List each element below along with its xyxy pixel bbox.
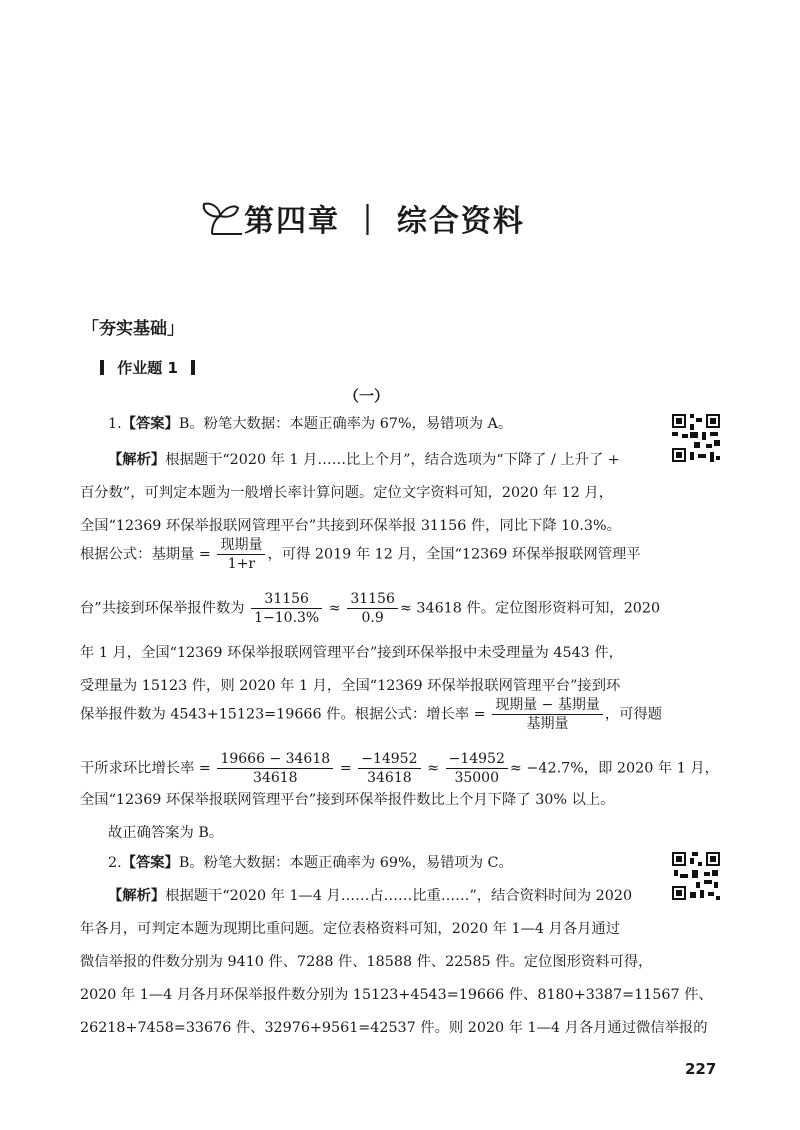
- formula-growth-rate: [492, 696, 603, 733]
- frac-31156-over-09: [347, 590, 398, 627]
- frac-denominator: 基期量: [526, 716, 569, 732]
- q1-analysis-tag: 【解析】: [108, 452, 166, 468]
- q1-analysis-line-1: [108, 450, 640, 470]
- sprout-icon: [198, 196, 244, 240]
- title-bar-right: [191, 360, 195, 375]
- q1-analysis-line-10: 全国“12369 环保举报联网管理平台”接到环保举报件数比上个月下降了 30% 以上。: [80, 792, 615, 808]
- q1-analysis-line-9: [80, 750, 719, 787]
- q1-l8-start: 保举报件数为 4543+15123=19666 件。根据公式：增长率 =: [80, 706, 486, 723]
- q1-answer-text: B。粉笔大数据：本题正确率为 67%，易错项为 A。: [178, 416, 513, 432]
- q1-analysis-line-7: 受理量为 15123 件，则 2020 年 1 月，全国“12369 环保举报联网管理平台”接到环: [80, 678, 621, 694]
- approx-sign: ≈: [328, 600, 341, 617]
- q1-l5-start: 台”共接到环保举报件数为: [80, 600, 245, 617]
- q2-analysis-line-5: 26218+7458=33676 件、32976+9561=42537 件。则 2020 年 1—4 月各月通过微信举报的: [80, 1020, 708, 1036]
- frac-denominator: 35000: [454, 770, 499, 786]
- homework-title: [100, 357, 195, 378]
- q1-analysis-line-6: 年 1 月，全国“12369 环保举报联网管理平台”接到环保举报中未受理量为 4543 件，: [80, 645, 623, 661]
- approx-sign: ≈: [427, 760, 440, 777]
- frac-diff-over-base: [358, 750, 420, 787]
- chapter-title: 第四章 ｜ 综合资料: [244, 204, 525, 239]
- frac-numerator: −14952: [446, 750, 508, 769]
- frac-diff-over-35000: [446, 750, 508, 787]
- frac-numerator: 现期量 − 基期量: [492, 696, 603, 715]
- frac-denominator: 34618: [253, 770, 298, 786]
- q1-l4-start: 根据公式：基期量 =: [80, 546, 211, 563]
- q1-analysis-text-1: 根据题干“2020 年 1 月……比上个月”，结合选项为“下降了 / 上升了 +: [165, 452, 620, 468]
- section-title: 「夯实基础」: [82, 319, 184, 339]
- equals-sign: =: [339, 760, 352, 777]
- frac-denominator: 1+r: [227, 556, 256, 572]
- homework-title-text: 作业题 1: [117, 359, 178, 377]
- chapter-heading: [198, 190, 525, 246]
- q2-answer-tag: 【答案】: [121, 855, 179, 871]
- part-label: （一）: [344, 387, 390, 405]
- frac-denominator: 1−10.3%: [254, 610, 320, 626]
- q2-analysis-line-3: 微信举报的件数分别为 9410 件、7288 件、18588 件、22585 件。定位图形资料可得，: [80, 954, 653, 970]
- page-number: 227: [685, 1060, 717, 1078]
- q1-analysis-line-5: [80, 590, 661, 627]
- frac-31156-over-rate: [251, 590, 322, 627]
- q1-analysis-line-4: [80, 536, 640, 573]
- frac-numerator: 31156: [251, 590, 322, 609]
- q1-l9-end: ≈ −42.7%，即 2020 年 1 月，: [509, 760, 719, 777]
- formula-base-period: [217, 536, 265, 573]
- q1-analysis-line-8: [80, 696, 663, 733]
- q1-l9-start: 干所求环比增长率 =: [80, 760, 211, 777]
- frac-numerator: 19666 − 34618: [217, 750, 333, 769]
- q1-analysis-line-2: 百分数”，可判定本题为一般增长率计算问题。定位文字资料可知，2020 年 12 月，: [80, 485, 614, 501]
- q2-answer-line: [108, 853, 640, 873]
- q1-l4-end: ，可得 2019 年 12 月，全国“12369 环保举报联网管理平: [267, 546, 641, 563]
- q2-analysis-line-2: 年各月，可判定本题为现期比重问题。定位表格资料可知，2020 年 1—4 月各月通过: [80, 921, 621, 937]
- q2-analysis-tag: 【解析】: [108, 888, 166, 904]
- frac-numerator: 现期量: [217, 536, 265, 555]
- title-bar-left: [100, 360, 104, 375]
- frac-growth-calc: [217, 750, 333, 787]
- frac-denominator: 0.9: [361, 610, 384, 626]
- frac-numerator: −14952: [358, 750, 420, 769]
- frac-denominator: 34618: [367, 770, 412, 786]
- q1-l5-end: ≈ 34618 件。定位图形资料可知，2020: [399, 600, 661, 617]
- q1-l8-end: ，可得题: [604, 706, 663, 723]
- q1-conclusion: 故正确答案为 B。: [108, 825, 224, 841]
- q2-analysis-line-4: 2020 年 1—4 月各月环保举报件数分别为 15123+4543=19666 件、8180+3387=11567 件、: [80, 987, 713, 1003]
- q2-analysis-line-1: [108, 886, 640, 906]
- q2-analysis-text-1: 根据题干“2020 年 1—4 月……占……比重……”，结合资料时间为 2020: [165, 888, 633, 904]
- qr-code-icon[interactable]: [670, 412, 722, 464]
- frac-numerator: 31156: [347, 590, 398, 609]
- qr-code-icon[interactable]: [670, 850, 722, 902]
- q1-answer-tag: 【答案】: [121, 416, 179, 432]
- q1-answer-line: [108, 414, 640, 434]
- q1-analysis-line-3: 全国“12369 环保举报联网管理平台”共接到环保举报 31156 件，同比下降 10.3%。: [80, 518, 621, 534]
- q1-number: 1.: [108, 416, 122, 432]
- q2-number: 2.: [108, 855, 122, 871]
- q2-answer-text: B。粉笔大数据：本题正确率为 69%，易错项为 C。: [178, 855, 513, 871]
